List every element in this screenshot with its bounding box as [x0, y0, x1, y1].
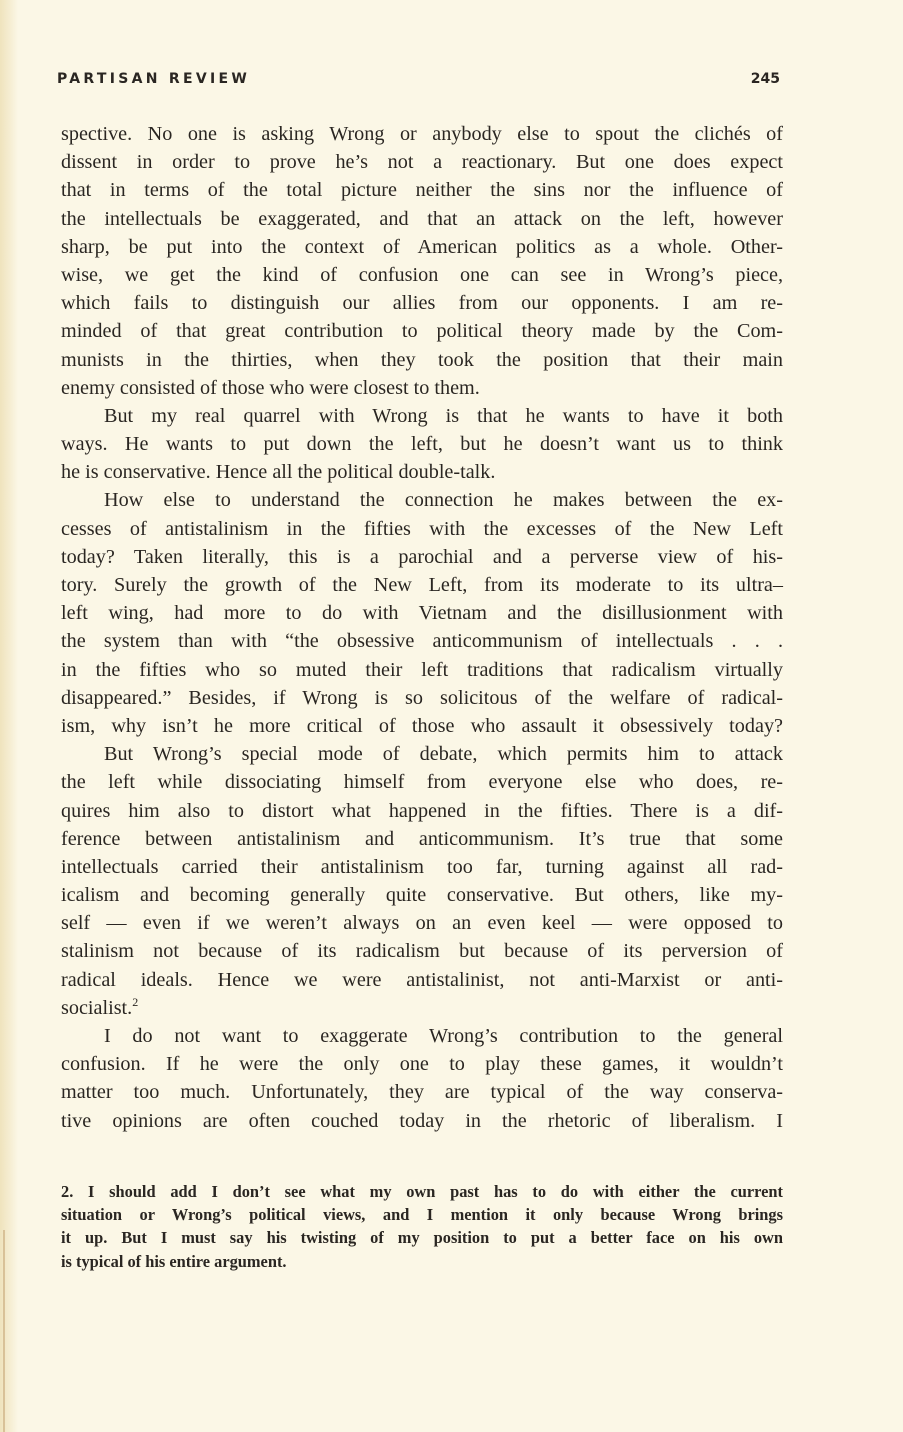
text-line: the system than with “the obsessive anticommunism of intellectuals . . .	[61, 630, 783, 653]
text-line: icalism and becoming generally quite conservative. But others, like my-	[61, 884, 783, 907]
text-line: left wing, had more to do with Vietnam and the disillusionment with	[61, 602, 783, 625]
text-line: wise, we get the kind of confusion one can see in Wrong’s piece,	[61, 263, 783, 286]
footnote-line: 2. I should add I don’t see what my own past has to do with either the current	[61, 1182, 783, 1201]
text-line: that in terms of the total picture neither the sins nor the influence of	[61, 179, 783, 202]
text-line: radical ideals. Hence we were antistalinist, not anti-Marxist or anti-	[61, 968, 783, 991]
text-line: But my real quarrel with Wrong is that he wants to have it both	[104, 404, 783, 427]
running-head	[57, 71, 780, 91]
footnote-line: situation or Wrong’s political views, and I mention it only because Wrong brings	[61, 1205, 783, 1225]
page-number: 245	[750, 71, 780, 87]
text-line: self — even if we weren’t always on an even keel — were opposed to	[61, 912, 783, 935]
text-line: dissent in order to prove he’s not a reactionary. But one does expect	[61, 151, 783, 174]
text-line: But Wrong’s special mode of debate, which permits him to attack	[104, 743, 783, 766]
text-line: he is conservative. Hence all the political double-talk.	[61, 461, 496, 484]
footnote-line: it up. But I must say his twisting of my position to put a better face on his own	[61, 1228, 783, 1248]
text-line: matter too much. Unfortunately, they are typical of the way conserva-	[61, 1081, 783, 1104]
text-line: sharp, be put into the context of American politics as a whole. Other-	[61, 235, 783, 258]
text-line: tory. Surely the growth of the New Left, from its moderate to its ultra–	[61, 574, 783, 596]
text-line: ference between antistalinism and anticommunism. It’s true that some	[61, 827, 783, 850]
text-line: intellectuals carried their antistalinism too far, turning against all rad-	[61, 855, 783, 878]
text-line: munists in the thirties, when they took the position that their main	[61, 348, 783, 371]
text-line-with-footnote-ref	[61, 994, 783, 1022]
text-line: quires him also to distort what happened in the fifties. There is a dif-	[61, 799, 783, 822]
text-fragment: socialist.	[61, 996, 133, 1019]
text-line: cesses of antistalinism in the fifties with the excesses of the New Left	[61, 517, 783, 540]
footnote-block	[61, 1180, 783, 1273]
text-line: which fails to distinguish our allies from our opponents. I am re-	[61, 292, 783, 315]
text-line: disappeared.” Besides, if Wrong is so solicitous of the welfare of radical-	[61, 686, 783, 709]
text-line: spective. No one is asking Wrong or anybody else to spout the clichés of	[61, 123, 783, 145]
footnote-reference[interactable]: 2	[132, 994, 139, 1009]
page-edge-shadow	[0, 0, 18, 1432]
text-line: How else to understand the connection he makes between the ex-	[104, 489, 783, 512]
text-line: today? Taken literally, this is a parochial and a perverse view of his-	[61, 545, 783, 568]
text-line: ways. He wants to put down the left, but he doesn’t want us to think	[61, 433, 783, 456]
text-line: stalinism not because of its radicalism but because of its perversion of	[61, 940, 783, 963]
text-line: confusion. If he were the only one to play these games, it wouldn’t	[61, 1053, 783, 1076]
text-line: minded of that great contribution to political theory made by the Com-	[61, 320, 783, 343]
text-line: ism, why isn’t he more critical of those who assault it obsessively today?	[61, 714, 783, 737]
body-text	[61, 120, 783, 1135]
text-line: I do not want to exaggerate Wrong’s contribution to the general	[104, 1025, 783, 1047]
text-line: the intellectuals be exaggerated, and that an attack on the left, however	[61, 207, 783, 230]
footnote-line: is typical of his entire argument.	[61, 1251, 287, 1271]
text-line: the left while dissociating himself from everyone else who does, re-	[61, 771, 783, 794]
text-line: tive opinions are often couched today in the rhetoric of liberalism. I	[61, 1109, 783, 1132]
text-line: enemy consisted of those who were closest to them.	[61, 376, 480, 399]
page-binding-mark	[3, 1230, 5, 1432]
text-line: in the fifties who so muted their left traditions that radicalism virtually	[61, 658, 783, 681]
journal-title: PARTISAN REVIEW	[57, 71, 251, 87]
